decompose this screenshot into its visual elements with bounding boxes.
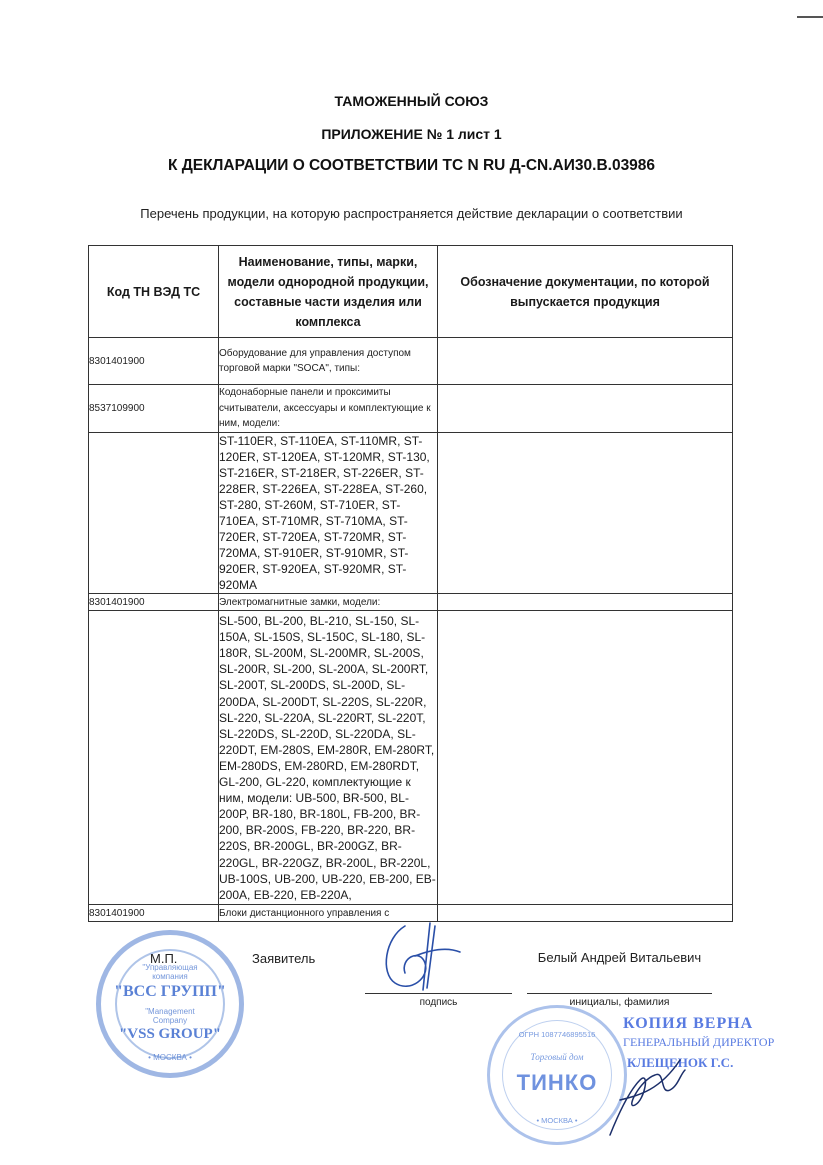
seal-text: Company xyxy=(152,1016,188,1025)
column-header-name: Наименование, типы, марки, модели однородной продукции, составные части изделия или комплекса xyxy=(219,246,438,338)
cell-documentation xyxy=(438,594,733,611)
seal-company-name-en: "VSS GROUP" xyxy=(118,1026,222,1042)
seal-text: Торговый дом xyxy=(530,1052,584,1062)
product-table xyxy=(88,245,733,922)
column-header-code: Код ТН ВЭД ТС xyxy=(89,246,219,338)
seal-logo: ТИНКО xyxy=(516,1070,598,1095)
copy-stamp-position: ГЕНЕРАЛЬНЫЙ ДИРЕКТОР xyxy=(623,1035,775,1049)
seal-text: "Управляющая xyxy=(142,963,198,972)
cell-code: 8301401900 xyxy=(89,338,219,385)
name-caption: инициалы, фамилия xyxy=(569,996,670,1008)
copy-stamp-title: КОПИЯ ВЕРНА xyxy=(623,1015,754,1032)
cell-documentation xyxy=(438,905,733,922)
applicant-label: Заявитель xyxy=(252,951,316,966)
table-row xyxy=(89,385,733,433)
cell-documentation xyxy=(438,611,733,905)
applicant-name: Белый Андрей Витальевич xyxy=(537,950,702,965)
cell-name: Электромагнитные замки, модели: xyxy=(219,594,438,611)
seal-place-label: М.П. xyxy=(150,951,178,966)
cell-code: 8301401900 xyxy=(89,594,219,611)
seal-ogrn: ОГРН 1087746895516 xyxy=(518,1030,596,1039)
signature-line xyxy=(365,993,512,994)
cell-code xyxy=(89,432,219,594)
cell-code: 8301401900 xyxy=(89,905,219,922)
director-signature xyxy=(600,1040,690,1140)
signature-caption: подпись xyxy=(419,997,458,1008)
cell-name: Блоки дистанционного управления с xyxy=(219,905,438,922)
cell-name: Кодонаборные панели и проксимиты считыватели, аксессуары и комплектующие к ним, модели: xyxy=(219,385,438,433)
cell-documentation xyxy=(438,385,733,433)
seal-text: компания xyxy=(152,972,188,981)
column-header-documentation: Обозначение документации, по которой выпускается продукция xyxy=(438,246,733,338)
seal-city: • МОСКВА • xyxy=(148,1053,192,1062)
cell-code xyxy=(89,611,219,905)
table-header-row xyxy=(89,246,733,338)
cell-name: SL-500, BL-200, BL-210, SL-150, SL-150A, SL-150S, SL-150C, SL-180, SL-180R, SL-200M, SL-200MR, SL-200S, SL-200R, SL-200, SL-200A, SL-200RT, SL-200T, SL-200DS, SL-200D, SL-200DA, SL-200DT, SL-220S, SL-220R, SL-220, SL-220A, SL-220RT, SL-220T, SL-220DS, SL-220D, SL-220DA, SL-220DT, EM-280S, EM-280R, EM-280RT, EM-280DS, EM-280RD, EM-280RDT, GL-200, GL-220, комплектующие к ним, модели: UB-500, BR-500, BL-200P, BR-180, BR-180L, FB-200, BR-200, BR-200S, FB-220, BR-220, BR-220S, BR-200GL, BR-200GZ, BR-220GL, BR-220GZ, BR-200L, BR-220L, UB-100S, UB-200, UB-220, EB-200, EB-200A, EB-220, EB-220A, xyxy=(219,611,438,905)
corner-scan-mark xyxy=(797,16,823,18)
seal-text: "Management xyxy=(145,1007,195,1016)
appendix-title: ПРИЛОЖЕНИЕ № 1 лист 1 xyxy=(321,126,502,142)
applicant-signature xyxy=(375,918,465,998)
cell-name: Оборудование для управления доступом торговой марки "SOCA", типы: xyxy=(219,338,438,385)
table-row xyxy=(89,338,733,385)
declaration-title: К ДЕКЛАРАЦИИ О СООТВЕТСТВИИ ТС N RU Д-CN.АИ30.В.03986 xyxy=(167,157,656,174)
seal-city: • МОСКВА • xyxy=(536,1116,578,1125)
cell-code: 8537109900 xyxy=(89,385,219,433)
seal-company-name-ru: "ВСС ГРУПП" xyxy=(114,983,226,1000)
product-list-subtitle: Перечень продукции, на которую распространяется действие декларации о соответствии xyxy=(140,206,683,221)
table-row xyxy=(89,432,733,594)
cell-name: ST-110ER, ST-110EA, ST-110MR, ST-120ER, ST-120EA, ST-120MR, ST-130, ST-216ER, ST-218ER, ST-226ER, ST-228ER, ST-226EA, ST-228EA, ST-260, ST-280, ST-260M, ST-710ER, ST-710EA, ST-710MR, ST-710MA, ST-720ER, ST-720EA, ST-720MR, ST-720MA, ST-910ER, ST-910MR, ST-920ER, ST-920EA, ST-920MR, ST-920MA xyxy=(219,432,438,594)
union-title: ТАМОЖЕННЫЙ СОЮЗ xyxy=(334,93,489,109)
cell-documentation xyxy=(438,432,733,594)
table-row xyxy=(89,611,733,905)
copy-stamp-name: КЛЕЩЕНОК Г.С. xyxy=(627,1055,734,1070)
cell-documentation xyxy=(438,338,733,385)
table-row xyxy=(89,594,733,611)
name-line xyxy=(527,993,712,994)
